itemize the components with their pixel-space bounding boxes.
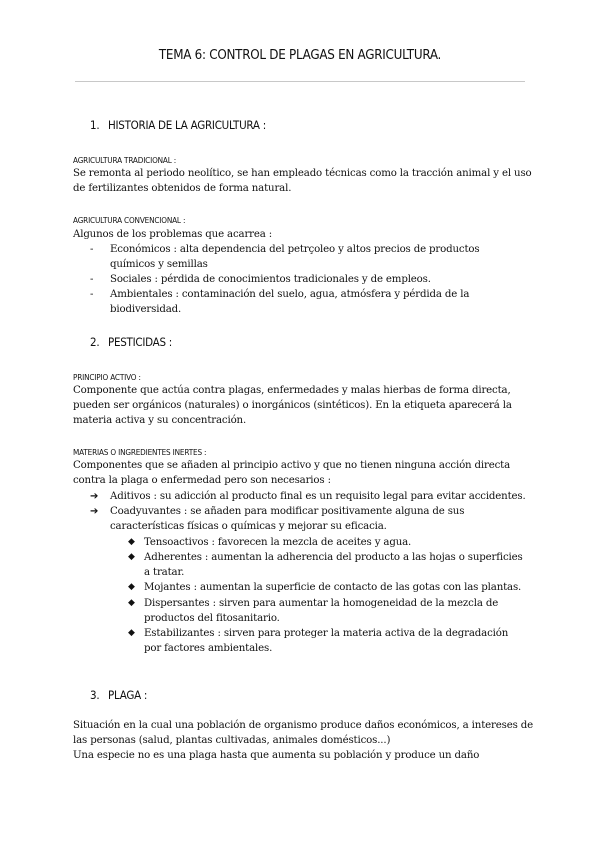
list-item <box>90 272 520 287</box>
list-item <box>128 626 528 656</box>
arrow-icon: ➔ <box>90 506 99 517</box>
document-title: TEMA 6: CONTROL DE PLAGAS EN AGRICULTURA. <box>158 48 442 63</box>
list-item <box>90 489 530 504</box>
diamond-icon: ◆ <box>128 537 135 547</box>
section-number: 3. <box>90 688 100 702</box>
list-item-text: Adherentes : aumentan la adherencia del producto a las hojas o superficies a tratar. <box>144 552 523 578</box>
paragraph: Se remonta al periodo neolítico, se han empleado técnicas como la tracción animal y el uso de fertilizantes obtenidos de forma natural. <box>73 168 532 194</box>
paragraph: Algunos de los problemas que acarrea : <box>73 229 273 240</box>
section-number: 1. <box>90 118 100 132</box>
section-number: 2. <box>90 335 100 349</box>
list-item-text: Coadyuvantes : se añaden para modificar positivamente alguna de sus características físicas o químicas y mejorar su eficacia. <box>110 506 465 532</box>
list-item <box>128 550 528 580</box>
section-title: PLAGA : <box>108 688 148 702</box>
list-item-text: Estabilizantes : sirven para proteger la materia activa de la degradación por factores ambientales. <box>144 628 509 654</box>
list-item <box>128 535 528 550</box>
diamond-icon: ◆ <box>128 552 135 562</box>
diamond-icon: ◆ <box>128 582 135 592</box>
list-item-text: Sociales : pérdida de conocimientos tradicionales y de empleos. <box>110 274 431 285</box>
paragraph: Componentes que se añaden al principio activo y que no tienen ninguna acción directa contra la plaga o enfermedad pero son necesarios : <box>73 460 511 486</box>
paragraph: Situación en la cual una población de organismo produce daños económicos, a intereses de las personas (salud, plantas cultivadas, animales domésticos...) <box>73 720 533 746</box>
section-title: HISTORIA DE LA AGRICULTURA : <box>108 118 266 132</box>
subheading-agricultura-tradicional: AGRICULTURA TRADICIONAL : <box>73 155 177 165</box>
list-item <box>90 504 530 534</box>
dash-marker: - <box>90 274 94 285</box>
diamond-icon: ◆ <box>128 598 135 608</box>
section-3-heading <box>90 688 147 702</box>
diamond-icon: ◆ <box>128 628 135 638</box>
list-item-text: Aditivos : su adicción al producto final es un requisito legal para evitar accidentes. <box>110 491 526 502</box>
list-item-text: Tensoactivos : favorecen la mezcla de aceites y agua. <box>144 537 412 548</box>
subheading-agricultura-convencional: AGRICULTURA CONVENCIONAL : <box>73 215 186 225</box>
list-item-text: Dispersantes : sirven para aumentar la homogeneidad de la mezcla de productos del fitosanitario. <box>144 598 499 624</box>
list-item-text: Ambientales : contaminación del suelo, agua, atmósfera y pérdida de la biodiversidad. <box>110 289 470 315</box>
list-item <box>128 596 528 626</box>
paragraph: Componente que actúa contra plagas, enfermedades y malas hierbas de forma directa, pueden ser orgánicos (naturales) o inorgánicos (sintéticos). En la etiqueta aparecerá la materia activa y su concentración. <box>73 385 512 426</box>
list-item <box>90 242 520 272</box>
subheading-materias-inertes: MATERIAS O INGREDIENTES INERTES : <box>73 447 207 457</box>
list-item <box>90 287 520 317</box>
paragraph: Una especie no es una plaga hasta que aumenta su población y produce un daño <box>73 750 480 761</box>
title-divider <box>75 81 525 82</box>
dash-marker: - <box>90 244 94 255</box>
list-item-text: Económicos : alta dependencia del petrçoleo y altos precios de productos químicos y semillas <box>110 244 480 270</box>
section-2-heading <box>90 335 172 349</box>
dash-marker: - <box>90 289 94 300</box>
arrow-icon: ➔ <box>90 491 99 502</box>
section-1-heading <box>90 118 266 132</box>
list-item <box>128 580 528 595</box>
subheading-principio-activo: PRINCIPIO ACTIVO : <box>73 372 141 382</box>
list-item-text: Mojantes : aumentan la superficie de contacto de las gotas con las plantas. <box>144 582 522 593</box>
section-title: PESTICIDAS : <box>108 335 172 349</box>
